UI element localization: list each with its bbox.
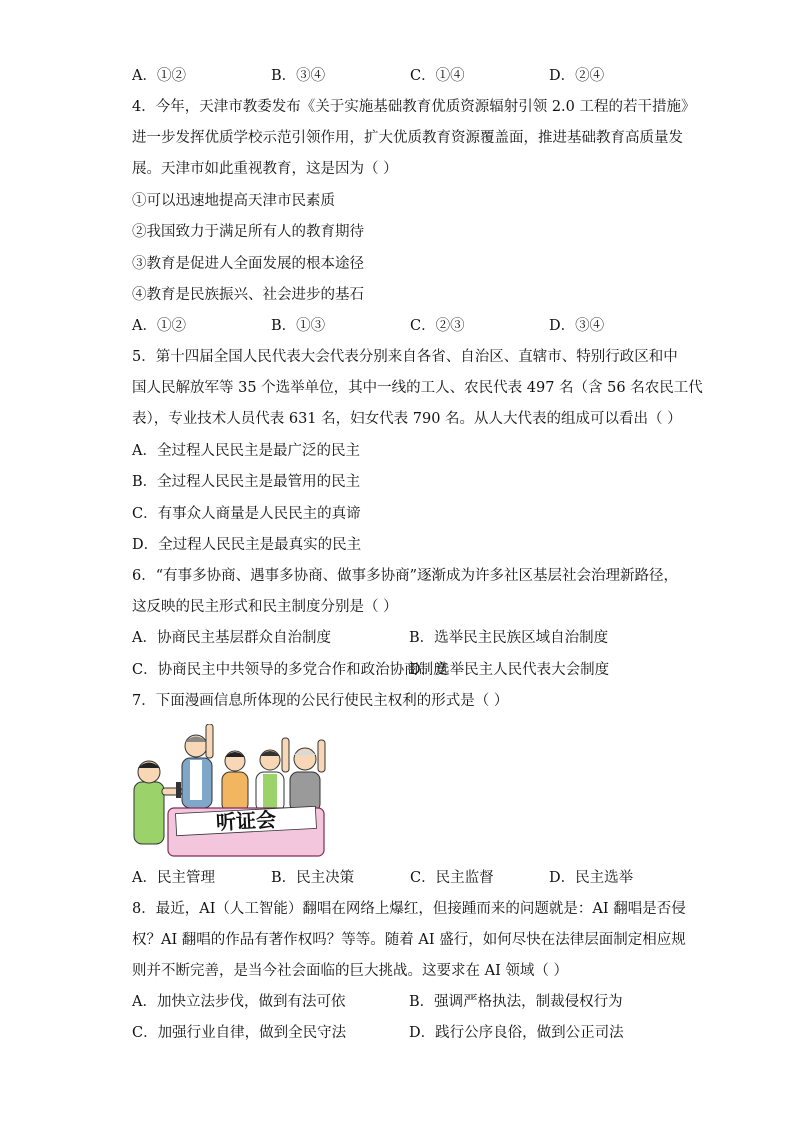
- q4-statement-2: ②我国致力于满足所有人的教育期待: [132, 224, 364, 240]
- q4-option-d: D．③④: [549, 318, 605, 334]
- hearing-cartoon: [132, 724, 328, 860]
- q5-option-b: B．全过程人民民主是最管用的民主: [132, 474, 361, 490]
- q8-options-row-2: [132, 1023, 672, 1043]
- person-2: [182, 724, 213, 808]
- q8-option-d: D．践行公序良俗，做到公正司法: [409, 1025, 624, 1041]
- q3-option-a: A．①②: [132, 68, 186, 84]
- q5-stem-line-2: 国人民解放军等 35 个选举单位，其中一线的工人、农民代表 497 名（含 56 名农民工代: [132, 380, 703, 396]
- q5-stem-line-1: 5．第十四届全国人民代表大会代表分别来自各省、自治区、直辖市、特别行政区和中: [132, 349, 678, 365]
- q4-stem-line-1: 4．今年，天津市教委发布《关于实施基础教育优质资源辐射引领 2.0 工程的若干措施》: [132, 99, 696, 115]
- q6-options-row-1: [132, 628, 672, 648]
- person-5: [290, 740, 325, 812]
- q6-option-d: D．选举民主人民代表大会制度: [409, 662, 610, 678]
- q6-option-a: A．协商民主基层群众自治制度: [132, 630, 331, 646]
- q3-option-b: B．③④: [271, 68, 326, 84]
- q4-statement-4: ④教育是民族振兴、社会进步的基石: [132, 287, 364, 303]
- q5-option-a: A．全过程人民民主是最广泛的民主: [132, 443, 360, 459]
- q5-option-d: D．全过程人民民主是最真实的民主: [132, 537, 362, 553]
- q7-option-a: A．民主管理: [132, 870, 215, 886]
- q6-options-row-2: [132, 660, 672, 680]
- q8-options-row-1: [132, 992, 672, 1012]
- q8-option-b: B．强调严格执法，制裁侵权行为: [409, 994, 623, 1010]
- q7-stem: 7．下面漫画信息所体现的公民行使民主权利的形式是（ ）: [132, 693, 509, 709]
- person-4: [256, 738, 289, 812]
- q4-option-b: B．①③: [271, 318, 326, 334]
- sign-text: 听证会: [215, 807, 277, 835]
- person-3: [222, 751, 248, 812]
- q4-options: [132, 316, 672, 336]
- q5-stem-line-3: 表），专业技术人员代表 631 名，妇女代表 790 名。从人大代表的组成可以看出（ ）: [132, 411, 682, 427]
- q8-option-a: A．加快立法步伐，做到有法可依: [132, 994, 346, 1010]
- q4-statement-1: ①可以迅速地提高天津市民素质: [132, 193, 335, 209]
- q4-stem-line-2: 进一步发挥优质学校示范引领作用，扩大优质教育资源覆盖面，推进基础教育高质量发: [132, 130, 683, 146]
- q4-option-a: A．①②: [132, 318, 186, 334]
- q4-option-c: C．②③: [410, 318, 465, 334]
- q4-statement-3: ③教育是促进人全面发展的根本途径: [132, 256, 364, 272]
- q7-option-b: B．民主决策: [271, 870, 355, 886]
- q4-stem-line-3: 展。天津市如此重视教育，这是因为（ ）: [132, 161, 398, 177]
- q7-options: [132, 868, 672, 888]
- q6-stem-line-2: 这反映的民主形式和民主制度分别是（ ）: [132, 599, 398, 615]
- q8-option-c: C．加强行业自律，做到全民守法: [132, 1025, 347, 1041]
- q6-option-c: C．协商民主中共领导的多党合作和政治协商制度: [132, 662, 448, 678]
- q8-stem-line-1: 8．最近，AI（人工智能）翻唱在网络上爆红，但接踵而来的问题就是：AI 翻唱是否侵: [132, 901, 686, 917]
- q3-option-c: C．①④: [410, 68, 465, 84]
- q6-option-b: B．选举民主民族区域自治制度: [409, 630, 609, 646]
- q7-option-d: D．民主选举: [549, 870, 634, 886]
- q8-stem-line-2: 权？AI 翻唱的作品有著作权吗？等等。随着 AI 盛行，如何尽快在法律层面制定相应规: [132, 932, 686, 948]
- q3-options: [132, 66, 672, 86]
- q8-stem-line-3: 则并不断完善，是当今社会面临的巨大挑战。这要求在 AI 领域（ ）: [132, 963, 569, 979]
- q6-stem-line-1: 6．“有事多协商、遇事多协商、做事多协商”逐渐成为许多社区基层社会治理新路径，: [132, 568, 679, 584]
- q7-option-c: C．民主监督: [410, 870, 494, 886]
- q3-option-d: D．②④: [549, 68, 605, 84]
- q5-option-c: C．有事众人商量是人民民主的真谛: [132, 506, 361, 522]
